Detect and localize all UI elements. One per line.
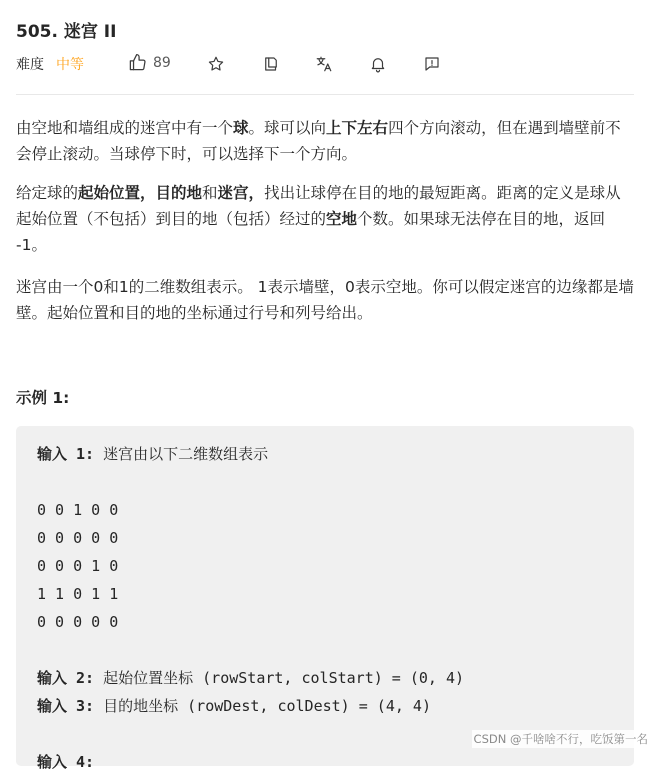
code-line [37,720,464,748]
text-run: 球 [233,119,249,137]
difficulty-badge: 中等 [56,57,84,73]
code-line-label: 输入 3: [37,697,95,715]
text-run: 迷宫由一个0和1的二维数组表示。 1表示墙壁，0表示空地。你可以假定迷宫的边缘都是墙壁。起始位置和目的地的坐标通过行号和列号给出。 [16,278,634,322]
code-line [37,664,464,692]
code-line-label: 输入 4: [37,753,95,771]
code-line-text: 迷宫由以下二维数组表示 [94,445,269,463]
problem-title: 505. 迷宫 II [16,22,117,42]
example-code-block [16,426,634,771]
code-line-label: 输入 2: [37,669,95,687]
code-line [37,748,464,776]
code-line-text: 目的地坐标 (rowDest, colDest) = (4, 4) [94,697,431,715]
code-line [37,496,464,524]
text-run: 四个方向滚动，但在遇到墙壁前不会停止滚动。当球停下时，可以选择下一个方向。 [16,119,621,163]
text-run: 给定球的 [16,184,79,202]
like-count: 89 [153,54,171,71]
description-paragraph-2 [16,180,636,258]
text-run: 迷宫， [217,184,265,202]
difficulty-label: 难度 [16,57,44,73]
code-line [37,440,464,468]
code-line [37,636,464,664]
text-run: 起始位置，目的地 [78,184,203,202]
code-line [37,580,464,608]
code-line-text: 0 0 0 0 0 [37,613,119,631]
code-line-label: 输入 1: [37,445,95,463]
text-run: 找出让球停在目的地的最短距离。距离的定义是球从起始位置（不包括）到目的地（包括）经过的 [16,184,621,228]
problem-meta-bar [16,52,636,76]
example-code [37,440,464,776]
description-paragraph-1 [16,115,636,167]
feedback-icon [423,55,441,73]
like-button[interactable] [128,53,171,72]
text-run: 。球可以向 [248,119,327,137]
bell-icon [369,55,387,73]
code-line-text: 起始位置坐标 (rowStart, colStart) = (0, 4) [94,669,465,687]
text-run: 个数。如果球无法停在目的地，返回 -1。 [16,210,606,254]
watermark: CSDN @千啥啥不行，吃饭第一名 [473,732,648,746]
code-line [37,692,464,720]
favorite-button[interactable] [206,54,226,74]
text-run: 和 [202,184,218,202]
code-line-text: 1 1 0 1 1 [37,585,119,603]
translate-button[interactable] [314,54,334,74]
code-line [37,524,464,552]
code-line-text: 0 0 0 0 0 [37,529,119,547]
example-title: 示例 1: [16,389,70,407]
thumbs-up-icon [128,53,147,72]
description-paragraph-3 [16,274,636,326]
feedback-button[interactable] [422,54,442,74]
star-icon [207,55,225,73]
share-button[interactable] [261,54,281,74]
code-line [37,608,464,636]
translate-icon [315,55,333,73]
share-icon [262,55,280,73]
code-line-text: 0 0 0 1 0 [37,557,119,575]
text-run: 上下左右 [326,119,389,137]
subscribe-button[interactable] [368,54,388,74]
text-run: 由空地和墙组成的迷宫中有一个 [16,119,234,137]
text-run: 空地 [326,210,358,228]
code-line [37,468,464,496]
code-line [37,552,464,580]
divider [16,94,634,95]
code-line-text: 0 0 1 0 0 [37,501,119,519]
